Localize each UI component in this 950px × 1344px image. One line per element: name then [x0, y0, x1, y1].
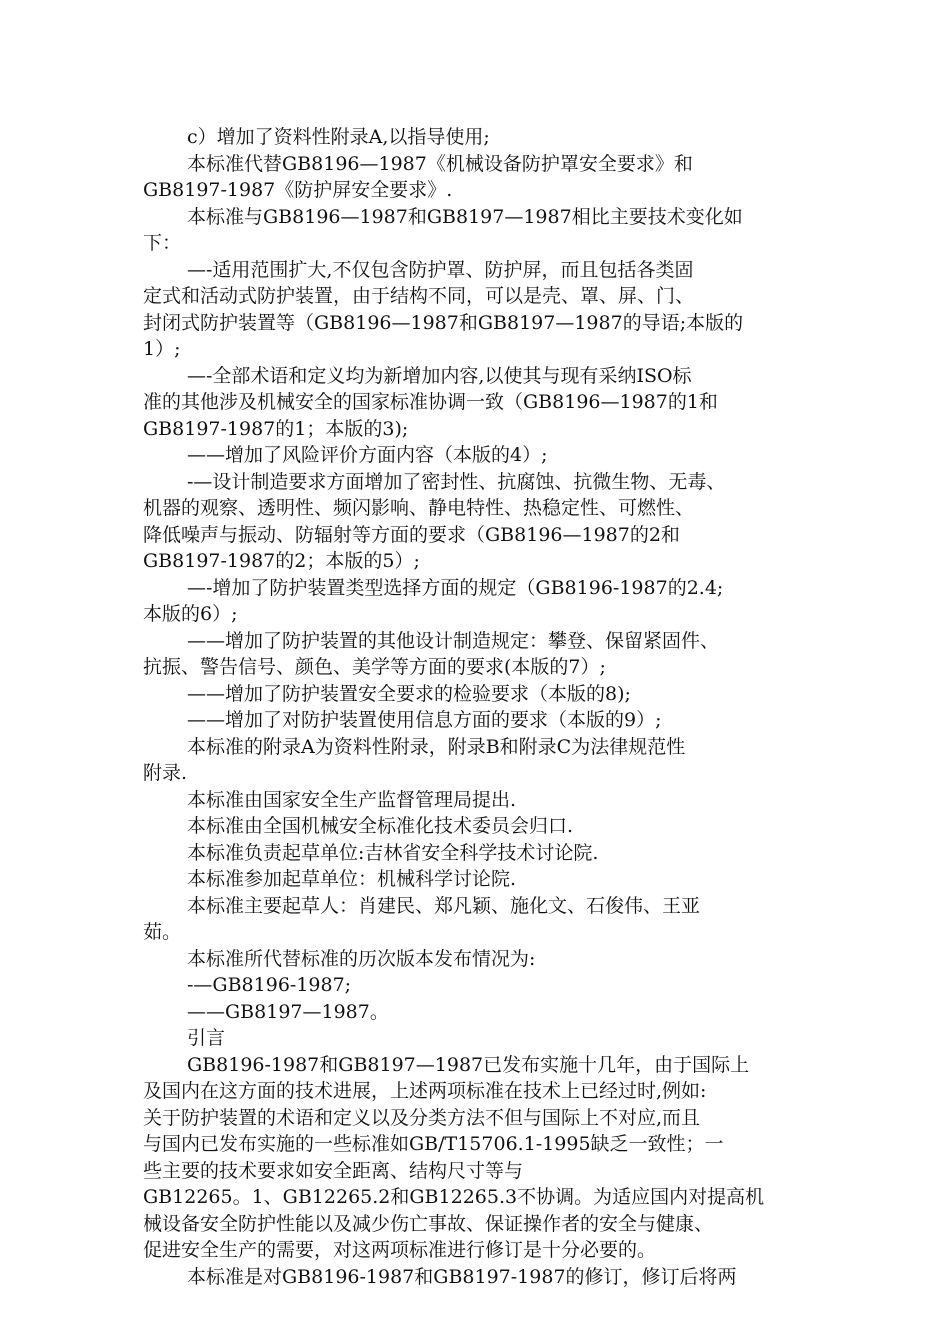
text-line: 本标准负责起草单位:吉林省安全科学技术讨论院. — [187, 841, 599, 864]
text-line: 降低噪声与振动、防辐射等方面的要求（GB8196—1987的2和 — [143, 523, 680, 546]
text-line: 1）; — [143, 338, 181, 360]
text-line: 本标准的附录A为资料性附录，附录B和附录C为法律规范性 — [187, 735, 686, 758]
text-line: 本标准与GB8196—1987和GB8197—1987相比主要技术变化如 — [187, 205, 743, 228]
text-line: GB8197-1987《防护屏安全要求》. — [143, 179, 453, 201]
text-line: ——GB8197—1987。 — [187, 1000, 389, 1023]
document-body — [143, 124, 823, 1290]
text-line: 本标准由国家安全生产监督管理局提出. — [187, 788, 517, 811]
text-line: 茹。 — [143, 921, 182, 943]
text-line: —-全部术语和定义均为新增加内容,以使其与现有采纳ISO标 — [187, 364, 692, 387]
text-line: -—GB8196-1987; — [187, 974, 352, 996]
text-line: 准的其他涉及机械安全的国家标准协调一致（GB8196—1987的1和 — [143, 391, 718, 413]
text-line: ——增加了防护装置安全要求的检验要求（本版的8); — [187, 682, 631, 705]
text-line: ——增加了防护装置的其他设计制造规定：攀登、保留紧固件、 — [187, 629, 720, 652]
text-line: 械设备安全防护性能以及减少伤亡事故、保证操作者的安全与健康、 — [143, 1212, 714, 1235]
text-line: GB8197-1987的1；本版的3); — [143, 417, 409, 440]
text-line: 促进安全生产的需要，对这两项标准进行修订是十分必要的。 — [143, 1239, 657, 1261]
text-line: 些主要的技术要求如安全距离、结构尺寸等与 — [143, 1159, 524, 1182]
text-line: 引言 — [187, 1027, 226, 1049]
text-line: 附录. — [143, 762, 188, 784]
text-line: -—设计制造要求方面增加了密封性、抗腐蚀、抗微生物、无毒、 — [187, 470, 726, 493]
text-line: 及国内在这方面的技术进展，上述两项标准在技术上已经过时,例如: — [143, 1080, 707, 1102]
text-line: 本标准参加起草单位：机械科学讨论院. — [187, 868, 517, 890]
text-line: 下： — [143, 232, 182, 254]
text-line: 机器的观察、透明性、频闪影响、静电特性、热稳定性、可燃性、 — [143, 497, 695, 519]
text-line: 本标准所代替标准的历次版本发布情况为: — [187, 947, 536, 970]
text-line: —-增加了防护装置类型选择方面的规定（GB8196-1987的2.4; — [187, 576, 724, 599]
text-line: c）增加了资料性附录A,以指导使用; — [187, 126, 490, 148]
text-line: 本标准由全国机械安全标准化技术委员会归口. — [187, 815, 574, 837]
text-line: GB8196-1987和GB8197—1987已发布实施十几年，由于国际上 — [187, 1053, 750, 1076]
text-line: ——增加了风险评价方面内容（本版的4）; — [187, 444, 548, 466]
text-line: GB12265。1、GB12265.2和GB12265.3不协调。为适应国内对提高机 — [143, 1186, 765, 1208]
text-line: ——增加了对防护装置使用信息方面的要求（本版的9）; — [187, 709, 662, 731]
text-line: 定式和活动式防护装置，由于结构不同，可以是壳、罩、屏、门、 — [143, 285, 695, 307]
text-line: —-适用范围扩大,不仅包含防护罩、防护屏，而且包括各类固 — [187, 258, 694, 281]
text-line: 本标准代替GB8196—1987《机械设备防护罩安全要求》和 — [187, 152, 693, 175]
text-line: 与国内已发布实施的一些标准如GB/T15706.1-1995缺乏一致性；一 — [143, 1133, 724, 1155]
text-line: 抗振、警告信号、颜色、美学等方面的要求(本版的7）; — [143, 656, 606, 678]
text-line: 封闭式防护装置等（GB8196—1987和GB8197—1987的导语;本版的 — [143, 311, 744, 334]
text-line: GB8197-1987的2；本版的5）; — [143, 550, 420, 572]
text-line: 本标准主要起草人：肖建民、郑凡颖、施化文、石俊伟、王亚 — [187, 894, 701, 917]
text-line: 本标准是对GB8196-1987和GB8197-1987的修订，修订后将两 — [187, 1265, 737, 1288]
text-line: 关于防护装置的术语和定义以及分类方法不但与国际上不对应,而且 — [143, 1106, 701, 1129]
text-line: 本版的6）; — [143, 603, 238, 625]
